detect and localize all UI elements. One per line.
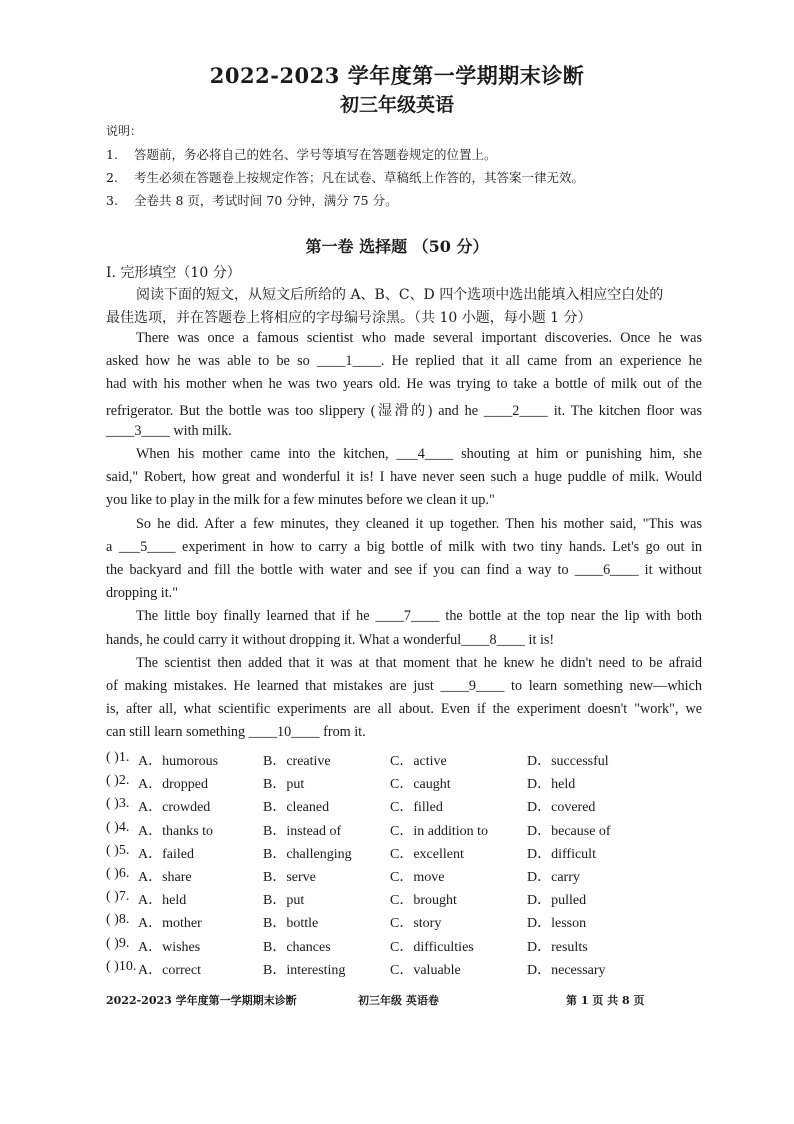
option-c: C．difficulties <box>390 939 474 955</box>
option-a: A．humorous <box>138 754 219 769</box>
instruction-line: 阅读下面的短文，从短文后所给的 A、B、C、D 四个选项中选出能填入相应空白处的 <box>136 287 664 303</box>
passage-line: The scientist then added that it was at that moment that he knew he didn't need to be afraid <box>136 654 702 671</box>
option-c: C．brought <box>390 893 457 909</box>
option-c: C．move <box>390 870 445 885</box>
question-number: ( )3. <box>106 796 130 812</box>
option-row <box>106 773 706 795</box>
option-d: D．difficult <box>527 846 596 862</box>
option-d: D．successful <box>527 754 609 769</box>
option-row <box>106 912 706 934</box>
note-text: 考生必须在答题卷上按规定作答；凡在试卷、草稿纸上作答的，其答案一律无效。 <box>134 170 585 185</box>
passage-line: ____3____ with milk. <box>106 422 232 439</box>
option-d: D．held <box>527 777 576 793</box>
passage-line: refrigerator. But the bottle was too slippery (湿滑的) and he ____2____ it. The kitchen floor was <box>106 402 702 419</box>
passage-line: There was once a famous scientist who made several important discoveries. Once he was <box>136 330 702 346</box>
footer-grade: 初三年级 英语卷 <box>358 994 439 1007</box>
passage-line: is, after all, what scientific experiments are all about. Even if the experiment doesn't "work", we <box>106 701 702 718</box>
option-a: A．share <box>138 870 192 885</box>
passage-line: When his mother came into the kitchen, ___4____ shouting at him or punishing him, she <box>136 446 702 462</box>
option-c: C．excellent <box>390 846 464 862</box>
option-b: B．challenging <box>263 846 352 862</box>
option-row <box>106 866 706 888</box>
option-b: B．serve <box>263 870 316 885</box>
footer-exam-name: 2022-2023 学年度第一学期期末诊断 <box>106 994 297 1007</box>
note-number: 2. <box>106 170 118 185</box>
option-c: C．caught <box>390 777 451 793</box>
instruction-line: 最佳选项，并在答题卷上将相应的字母编号涂黑。（共 10 小题，每小题 1 分） <box>106 310 592 326</box>
option-a: A．failed <box>138 846 194 862</box>
option-d: D．carry <box>527 870 580 885</box>
question-number: ( )4. <box>106 819 130 835</box>
question-number: ( )1. <box>106 750 130 765</box>
option-row <box>106 936 706 958</box>
passage-line: the backyard and fill the bottle with water and see if you can find a way to ____6____ it without <box>106 562 702 578</box>
section-title: 第一卷 选择题 （50 分） <box>305 237 489 256</box>
question-number: ( )8. <box>106 912 130 928</box>
option-d: D．covered <box>527 800 596 816</box>
option-d: D．pulled <box>527 893 587 909</box>
option-d: D．because of <box>527 823 611 839</box>
note-text: 全卷共 8 页，考试时间 70 分钟，满分 75 分。 <box>134 193 398 208</box>
note-item <box>106 191 398 209</box>
option-c: C．in addition to <box>390 823 488 839</box>
passage-line: dropping it." <box>106 585 178 602</box>
option-a: A．correct <box>138 962 201 978</box>
option-b: B．chances <box>263 939 331 955</box>
option-c: C．story <box>390 916 442 932</box>
passage-line: hands, he could carry it without dropping it. What a wonderful____8____ it is! <box>106 631 555 648</box>
option-b: B．creative <box>263 754 331 769</box>
option-b: B．cleaned <box>263 800 330 816</box>
part-title: I. 完形填空（10 分） <box>106 265 241 281</box>
option-d: D．necessary <box>527 962 606 978</box>
option-a: A．thanks to <box>138 823 214 839</box>
question-number: ( )9. <box>106 935 130 951</box>
option-d: D．lesson <box>527 916 587 932</box>
exam-subtitle: 初三年级英语 <box>339 94 454 116</box>
passage-line: said," Robert, how great and wonderful it is! I have never seen such a huge puddle of milk. Would <box>106 469 702 486</box>
footer-page-number: 第 1 页 共 8 页 <box>566 994 645 1007</box>
question-number: ( )5. <box>106 842 130 858</box>
option-row <box>106 843 706 865</box>
notes-heading: 说明： <box>106 124 143 138</box>
option-b: B．put <box>263 893 305 909</box>
option-row <box>106 750 706 772</box>
option-a: A．wishes <box>138 939 201 955</box>
passage-line: asked how he was able to be so ____1____. He replied that it all came from an experience he <box>106 353 702 370</box>
passage-line: you like to play in the milk for a few minutes before we clean it up." <box>106 492 495 509</box>
option-b: B．bottle <box>263 916 319 932</box>
option-a: A．mother <box>138 916 202 932</box>
exam-title: 2022-2023 学年度第一学期期末诊断 <box>209 63 585 88</box>
option-row <box>106 959 706 981</box>
note-number: 1. <box>106 147 118 162</box>
option-b: B．put <box>263 777 305 793</box>
option-c: C．valuable <box>390 962 461 978</box>
question-number: ( )7. <box>106 889 130 905</box>
option-c: C．filled <box>390 800 443 816</box>
passage-line: can still learn something ____10____ from it. <box>106 724 366 741</box>
question-number: ( )10. <box>106 958 137 974</box>
option-a: A．held <box>138 893 187 909</box>
note-item <box>106 168 584 186</box>
question-number: ( )6. <box>106 866 130 881</box>
note-item <box>106 145 497 163</box>
question-number: ( )2. <box>106 773 130 789</box>
option-row <box>106 820 706 842</box>
option-b: B．interesting <box>263 962 346 978</box>
option-d: D．results <box>527 939 588 955</box>
option-a: A．crowded <box>138 800 211 816</box>
option-c: C．active <box>390 754 447 769</box>
note-text: 答题前，务必将自己的姓名、学号等填写在答题卷规定的位置上。 <box>134 147 497 162</box>
option-row <box>106 796 706 818</box>
passage-line: of making mistakes. He learned that mistakes are just ____9____ to learn something new—which <box>106 678 702 694</box>
note-number: 3. <box>106 193 118 208</box>
option-b: B．instead of <box>263 823 342 839</box>
passage-line: So he did. After a few minutes, they cleaned it up together. Then his mother said, "This was <box>136 515 702 532</box>
passage-line: a ___5____ experiment in how to carry a big bottle of milk with two tiny hands. Let's go out in <box>106 538 702 555</box>
option-row <box>106 889 706 911</box>
passage-line: had with his mother when he was two years old. He was trying to take a bottle of milk out of the <box>106 376 702 393</box>
option-a: A．dropped <box>138 777 208 793</box>
passage-line: The little boy finally learned that if he ____7____ the bottle at the top near the lip with both <box>136 608 702 625</box>
